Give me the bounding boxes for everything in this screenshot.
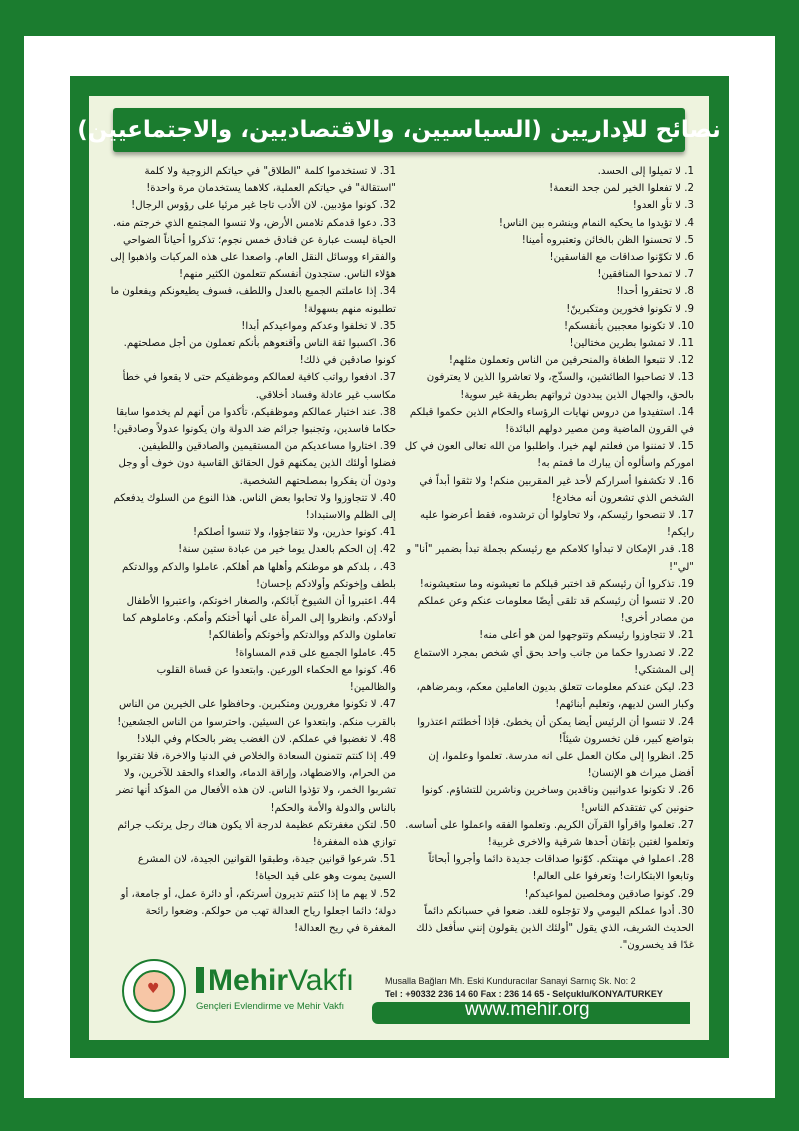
advice-item: 6. لا تكوّنوا صداقات مع الفاسقين! bbox=[549, 252, 694, 264]
advice-item: 43. ، بلدكم هو موطنكم وأهلها هم أهلكم. عاملوا والدكم ووالدتكم بلطف وإخوتكم وأولادكم بإحسان! bbox=[122, 561, 396, 590]
advice-item: 48. لا تغضبوا في عملكم. لان الغضب يضر بالحكام وفي البلاد! bbox=[136, 733, 396, 745]
advice-item: 1. لا تميلوا إلى الحسد. bbox=[597, 166, 694, 177]
advice-item: 37. ادفعوا رواتب كافية لعمالكم وموظفيكم حتى لا يقعوا في خطأ مكاسب غير عادلة وفساد أخلاقي. bbox=[122, 372, 396, 401]
logo-mark-icon bbox=[196, 967, 204, 993]
advice-item: 38. عند اختيار عمالكم وموظفيكم، تأكدوا من أنهم لم يخدموا سابقا حكاما فاسدين، وتجنبوا جرائم ضد الدولة وان يكونوا عدولاً وصادقين! bbox=[112, 406, 396, 436]
seal-center bbox=[133, 970, 175, 1012]
advice-item: 22. لا تصدروا حكما من جانب واحد بحق أي شخص بمجرد الاستماع إلى المشتكي! bbox=[413, 647, 694, 676]
advice-item: 44. اعتبروا أن الشيوخ آبائكم، والصغار اخوتكم، واعتبروا الأطفال أولادكم. وانظروا إلى المرأة على أنها أختكم وأمكم. وعاملوهم كما تعاملون والدكم ووالدتكم وأخوتكم وأطفالكم! bbox=[122, 596, 396, 642]
advice-item: 13. لا تصاحبوا الطائشين، والسذّج، ولا تعاشروا الذين لا يعترفون بالحق، والجهال الذين يبددون ثرواتهم بطريقة غير سوية! bbox=[426, 372, 694, 401]
advice-item: 46. كونوا مع الحكماء الورعين. وابتعدوا عن قساة القلوب والظالمين! bbox=[156, 664, 396, 694]
advice-item: 2. لا تفعلوا الخير لمن جحد النعمة! bbox=[549, 183, 694, 195]
advice-item: 17. لا تنصحوا رئيسكم، ولا تحاولوا أن ترشدوه، فقط أعرضوا عليه رايكم! bbox=[420, 510, 694, 539]
advice-item: 25. انظروا إلى مكان العمل على انه مدرسة. تعلموا وعلموا، إن أفضل ميراث هو الإنسان! bbox=[428, 750, 694, 780]
address-line: Musalla Bağları Mh. Eski Kunduracılar Sanayi Sarnıç Sk. No: 2 bbox=[385, 976, 636, 986]
advice-item: 26. لا تكونوا عدوانيين وناقدين وساخرين وناشرين للتشاؤم. كونوا حنونين كي تفتقدكم الناس! bbox=[421, 785, 694, 814]
logo-subtitle: Gençleri Evlendirme ve Mehir Vakfı bbox=[196, 1001, 345, 1012]
advice-item: 35. لا تخلفوا وعدكم ومواعيدكم أبدا! bbox=[241, 320, 396, 332]
title-banner bbox=[77, 108, 721, 152]
advice-item: 47. لا تكونوا مغرورين ومتكبرين. وحافظوا على الخيرين من الناس بالقرب منكم. وابتعدوا عن السيئين. واحترسوا من الناس الجشعين! bbox=[117, 699, 396, 728]
advice-list-right bbox=[404, 163, 694, 954]
contact-block bbox=[385, 975, 663, 1001]
advice-item: 20. لا تنسوا أن رئيسكم قد تلقى أيضًا معلومات عنكم وعن عملكم من مصادر أخرى! bbox=[417, 596, 694, 625]
advice-item: 49. إذا كنتم تتمنون السعادة والخلاص في الدنيا والاخرة، فلا تقتربوا من الحرام، والاضطهاد، وإراقة الدماء، والعداء والحقد للآخرين، ولا تشربوا الخمر، ولا تؤذوا الناس. لان هذه الأفعال من المؤكد أنها تضر بالناس والدولة والأمة والحكم! bbox=[116, 750, 396, 814]
advice-item: 18. قدر الإمكان لا تبدأوا كلامكم مع رئيسكم بجملة تبدأ بضمير "أنا" و "لي"! bbox=[406, 544, 694, 573]
advice-item: 34. إذا عاملتم الجميع بالعدل واللطف، فسوف يطيعونكم ويفعلون ما تطلبونه منهم بسهولة! bbox=[110, 286, 396, 315]
advice-item: 50. لتكن مغفرتكم عظيمة لدرجة ألا يكون هناك رجل يرتكب جرائم توازي هذه المغفرة! bbox=[117, 819, 396, 848]
advice-item: 36. اكسبوا ثقة الناس وأقنعوهم بأنكم تعملون من أجل مصلحتهم. كونوا صادقين في ذلك! bbox=[123, 338, 396, 367]
advice-item: 12. لا تتبعوا الطغاة والمنحرفين من الناس وتعملون مثلهم! bbox=[448, 355, 694, 367]
advice-item: 41. كونوا حذرين، ولا تتفاجؤوا، ولا تنسوا أصلكم! bbox=[192, 527, 396, 539]
advice-item: 21. لا تتجاوزوا رئيسكم وتتوجهوا لمن هو أعلى منه! bbox=[479, 630, 694, 642]
advice-item: 31. لا تستخدموا كلمة "الطلاق" في حياتكم الزوجية ولا كلمة "استقالة" في حياتكم العملية، كلاهما يستخدمان مرة واحدة! bbox=[144, 166, 396, 195]
advice-item: 51. شرعوا قوانين جيدة، وطبقوا القوانين الجيدة، لان المشرع السيئ يموت وهو على قيد الحياة! bbox=[137, 854, 396, 883]
advice-item: 3. لا تأو العدو! bbox=[632, 200, 694, 212]
advice-item: 27. تعلموا واقرأوا القرآن الكريم. وتعلموا الفقه واعملوا على أساسه. وتعلموا لغتين بإتقان أحدها شرقية والاخرى غربية! bbox=[405, 819, 694, 848]
advice-item: 24. لا تنسوا أن الرئيس أيضا يمكن أن يخطئ. فإذا أخطئتم اعتذروا بتواضع كبير، فلن تخسرون شيئاً! bbox=[417, 716, 694, 745]
advice-item: 19. تذكروا أن رئيسكم قد اختبر قبلكم ما تعيشونه وما ستعيشونه! bbox=[419, 578, 694, 590]
heart-icon: ♥ bbox=[147, 981, 160, 997]
foundation-seal-icon bbox=[122, 959, 186, 1023]
advice-item: 9. لا تكونوا فخورين ومتكبرينً! bbox=[566, 303, 694, 315]
advice-item: 14. استفيدوا من دروس نهايات الرؤساء والحكام الذين حكموا قبلكم في القرون الماضية ومن مصير دولهم البائدة! bbox=[409, 406, 694, 436]
page-title: نصائح للإداريين (السياسيين، والاقتصاديين، والاجتماعيين) bbox=[77, 117, 721, 143]
advice-item: 42. إن الحكم بالعدل يوما خير من عبادة ستين سنة! bbox=[178, 544, 396, 556]
advice-item: 28. اعملوا في مهنتكم. كوّنوا صداقات جديدة دائما وأجروا أبحاثاً وتابعوا الابتكارات! وتعرفوا على العالم! bbox=[428, 854, 694, 883]
website-link[interactable]: www.mehir.org bbox=[465, 999, 590, 1020]
logo-wordmark bbox=[208, 963, 354, 999]
advice-item: 11. لا تمشوا بطرين مختالين! bbox=[569, 338, 694, 350]
advice-item: 30. أدوا عملكم اليومي ولا تؤجلوه للغد. ضعوا في حسبانكم دائماً الحديث الشريف، الذي يقول "أولئك الذين يقولون إنني سأفعل ذلك غدًا قد يخسرون". bbox=[416, 905, 694, 952]
advice-item: 7. لا تمدحوا المنافقين! bbox=[597, 269, 694, 281]
logo-bold: Mehir bbox=[208, 964, 289, 997]
advice-item: 10. لا تكونوا معجبين بأنفسكم! bbox=[564, 320, 694, 332]
advice-list-left bbox=[110, 163, 396, 937]
advice-item: 16. لا تكشفوا أسراركم لأحد غير المقربين منكم! ولا تثقوا أبداً في الشخص الذي تشعرون أنه مخادع! bbox=[419, 475, 694, 504]
advice-item: 5. لا تحسنوا الظن بالخائن وتعتبروه أمينا! bbox=[521, 234, 694, 246]
advice-item: 23. ليكن عندكم معلومات تتعلق بديون العاملين معكم، وبمرضاهم، وكبار السن لديهم، وتعليم أبنائهم! bbox=[416, 682, 694, 711]
phone-line: Tel : +90332 236 14 60 Fax : 236 14 65 - Selçuklu/KONYA/TURKEY bbox=[385, 989, 663, 999]
advice-item: 52. لا يهم ما إذا كنتم تديرون أسرتكم، أو دائرة عمل، أو جامعة، أو دولة؛ دائما اجعلوا رياح العدالة تهب من حولكم. وضعوا رائحة المغفرة في ريح العدالة! bbox=[120, 888, 396, 934]
footer bbox=[110, 955, 700, 1030]
advice-item: 15. لا تمننوا من فعلتم لهم خيرا. واطلبوا من الله تعالى العون في كل اموركم واسألوه أن يبارك ما قمتم به! bbox=[404, 441, 694, 470]
advice-item: 45. عاملوا الجميع على قدم المساواة! bbox=[234, 647, 396, 659]
mehir-vakfi-logo bbox=[196, 963, 376, 1023]
advice-item: 32. كونوا مؤدبين. لان الأدب تاجا غير مرئيا على رؤوس الرجال! bbox=[131, 200, 396, 212]
advice-item: 40. لا تتجاوزوا ولا تحابوا بعض الناس. هذا النوع من السلوك يدفعكم إلى الظلم والاستبداد! bbox=[113, 492, 396, 522]
advice-item: 8. لا تحتقروا أحدا! bbox=[616, 286, 694, 298]
advice-item: 33. دعوا قدمكم تلامس الأرض، ولا تنسوا المجتمع الذي خرجتم منه. الحياة ليست عبارة عن فنادق خمس نجوم؛ تذكروا أحياناً الضواحي والفقراء ووسائل النقل العام. واصعدا على هذه المركبات واذهبوا إلى هؤلاء الناس. ستجدون أنفسكم تتعلمون الكثير منهم! bbox=[110, 217, 396, 281]
logo-light: Vakfı bbox=[288, 964, 355, 997]
advice-item: 39. اختاروا مساعديكم من المستقيمين والصادقين واللطيفين. فضلوا أولئك الذين يمكنهم قول الحقائق القاسية دون خوف أو وجل ودون أن يفكروا بمصلحتهم الشخصية. bbox=[118, 441, 396, 487]
advice-item: 4. لا تؤيدوا ما يحكيه النمام وينشره بين الناس! bbox=[498, 217, 694, 229]
advice-item: 29. كونوا صادقين ومخلصين لمواعيدكم! bbox=[524, 888, 694, 900]
